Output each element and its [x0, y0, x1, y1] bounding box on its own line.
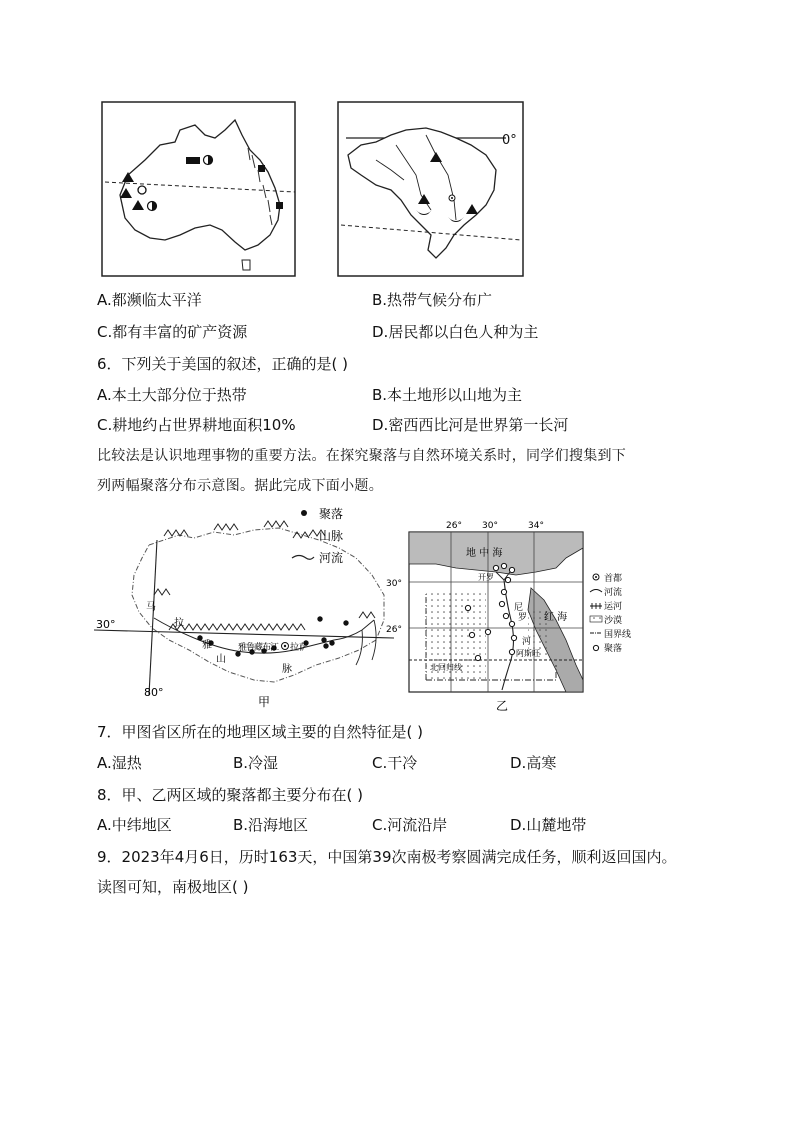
red-sea-label: 红 海 [544, 612, 568, 623]
svg-text:尼: 尼 [514, 603, 524, 613]
intro-line-1: 比较法是认识地理事物的重要方法。在探究聚落与自然环境关系时，同学们搜集到下 [97, 448, 627, 464]
svg-text:鲁: 鲁 [246, 643, 256, 653]
svg-text:山脉: 山脉 [319, 529, 344, 543]
svg-text:运河: 运河 [604, 602, 623, 612]
q5-option-a[interactable]: A.都濒临太平洋 [97, 291, 202, 309]
q6-option-b[interactable]: B.本土地形以山地为主 [372, 386, 523, 404]
q6-stem: 6．下列关于美国的叙述，正确的是( ) [97, 355, 349, 373]
q8-option-b[interactable]: B.沿海地区 [233, 816, 309, 834]
map-yi [386, 520, 666, 713]
svg-text:34°: 34° [528, 521, 544, 531]
lhasa-label: 拉萨 [290, 643, 309, 653]
svg-text:国界线: 国界线 [604, 630, 632, 640]
svg-text:藏: 藏 [254, 643, 264, 653]
svg-text:30°: 30° [482, 521, 498, 531]
lat-30-label: 30° [96, 618, 116, 631]
q8-option-c[interactable]: C.河流沿岸 [372, 816, 448, 834]
map-yi-caption: 乙 [496, 699, 509, 713]
q8-option-a[interactable]: A.中纬地区 [97, 816, 172, 834]
svg-text:聚落: 聚落 [604, 644, 623, 654]
q7-option-d[interactable]: D.高寒 [510, 754, 557, 772]
q5-option-b[interactable]: B.热带气候分布广 [372, 291, 493, 309]
svg-text:26°: 26° [386, 625, 402, 635]
q6-option-a[interactable]: A.本土大部分位于热带 [97, 386, 247, 404]
q7-option-c[interactable]: C.干冷 [372, 754, 418, 772]
lon-80-label: 80° [144, 686, 164, 699]
q9-line-1: 9．2023年4月6日，历时163天，中国第39次南极考察圆满完成任务，顺利返回国内。 [97, 848, 677, 866]
svg-text:山: 山 [216, 654, 226, 665]
svg-text:布: 布 [262, 643, 272, 653]
q5-option-c[interactable]: C.都有丰富的矿产资源 [97, 323, 248, 341]
australia-map [100, 100, 298, 278]
q7-option-b[interactable]: B.冷湿 [233, 754, 279, 772]
svg-text:沙漠: 沙漠 [604, 616, 623, 626]
q7-option-a[interactable]: A.湿热 [97, 754, 142, 772]
svg-text:雅: 雅 [202, 640, 212, 651]
svg-text:马: 马 [146, 602, 156, 613]
cairo-label: 开罗 [478, 573, 494, 582]
brazil-map [336, 100, 526, 278]
svg-text:30°: 30° [386, 579, 402, 589]
svg-text:聚落: 聚落 [319, 507, 344, 521]
legend-settlement-icon [301, 510, 307, 516]
tropic-label: 北回归线 [430, 663, 462, 672]
svg-text:脉: 脉 [282, 664, 292, 675]
q6-option-d[interactable]: D.密西西比河是世界第一长河 [372, 416, 569, 434]
svg-text:河流: 河流 [604, 588, 623, 598]
q7-stem: 7．甲图省区所在的地理区域主要的自然特征是( ) [97, 723, 424, 741]
aswan-label: 阿斯旺 [516, 649, 540, 658]
svg-text:拉: 拉 [174, 618, 184, 629]
q6-option-c[interactable]: C.耕地约占世界耕地面积10% [97, 416, 296, 434]
svg-text:罗: 罗 [518, 613, 528, 623]
q9-line-2: 读图可知，南极地区( ) [97, 878, 249, 896]
map-jia [94, 500, 404, 710]
q5-option-d[interactable]: D.居民都以白色人种为主 [372, 323, 539, 341]
svg-text:江: 江 [270, 643, 280, 653]
mediterranean-label: 地 中 海 [466, 548, 503, 559]
svg-text:河流: 河流 [319, 551, 344, 565]
svg-text:首都: 首都 [604, 574, 623, 584]
q8-stem: 8．甲、乙两区域的聚落都主要分布在( ) [97, 786, 364, 804]
svg-text:河: 河 [522, 637, 532, 647]
equator-label: 0° [502, 133, 517, 148]
q8-option-d[interactable]: D.山麓地带 [510, 816, 587, 834]
svg-text:26°: 26° [446, 521, 462, 531]
intro-line-2: 列两幅聚落分布示意图。据此完成下面小题。 [97, 478, 383, 494]
svg-text:雅: 雅 [238, 643, 248, 653]
map-jia-caption: 甲 [258, 695, 271, 709]
